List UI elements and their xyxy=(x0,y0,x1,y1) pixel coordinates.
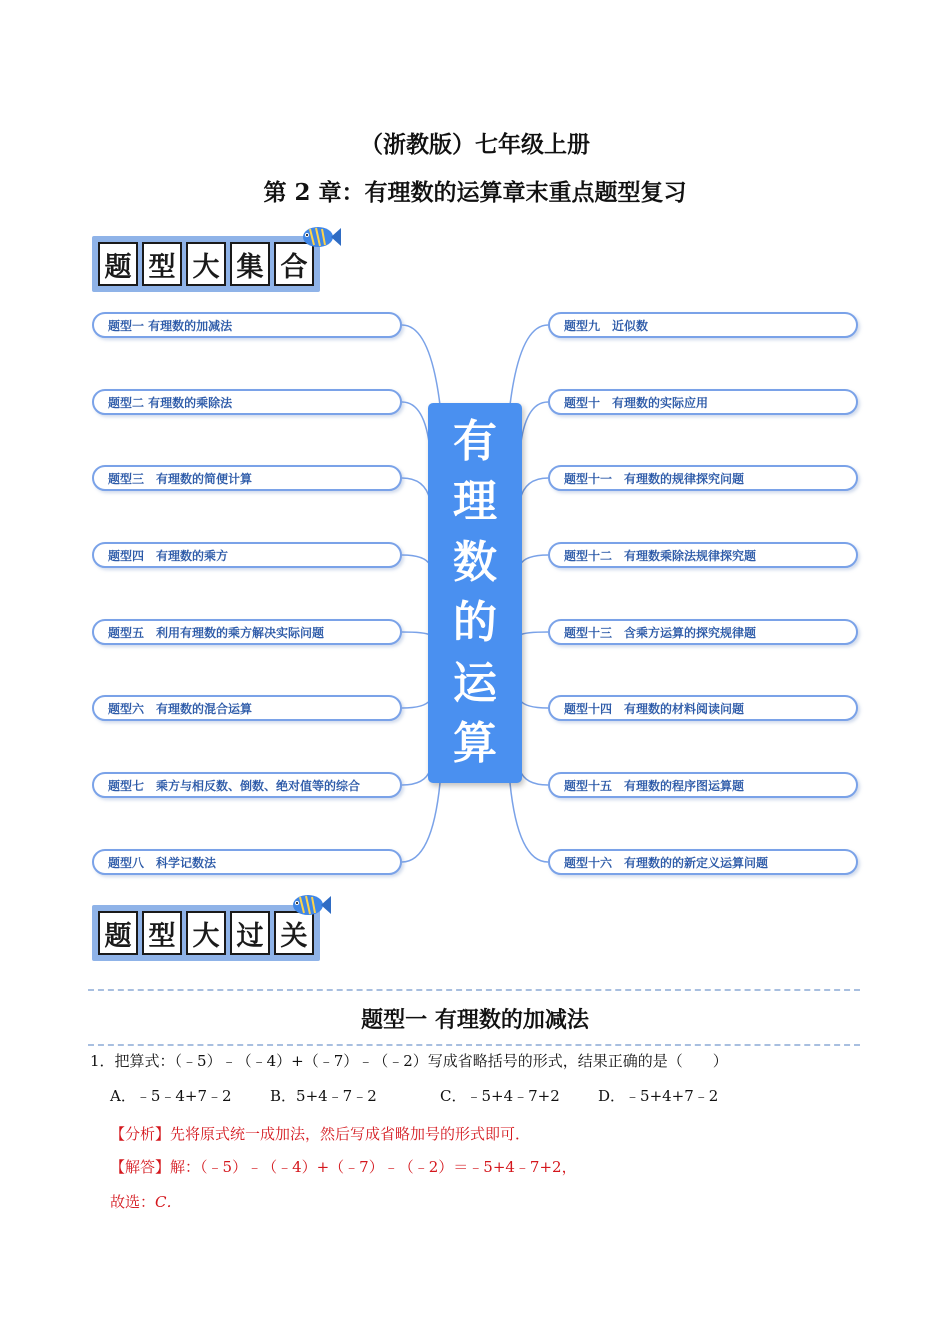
divider xyxy=(88,1044,860,1046)
banner-char: 题 xyxy=(98,242,138,286)
option-a: A．﹣5﹣4+7﹣2 xyxy=(110,1087,232,1105)
answer-label: 【解答】 xyxy=(110,1158,171,1176)
answer-prefix: 解： xyxy=(170,1158,201,1176)
banner-topic-collection xyxy=(92,236,320,292)
doc-title-grade: （浙教版）七年级上册 xyxy=(360,131,590,158)
banner-char: 题 xyxy=(98,911,138,955)
center-char: 理 xyxy=(453,476,497,528)
choice-prefix: 故选： xyxy=(110,1193,156,1211)
banner-char: 过 xyxy=(230,911,270,955)
fish-icon xyxy=(298,220,342,254)
topic-pill-1: 题型一 有理数的加减法 xyxy=(92,312,402,338)
analysis-line xyxy=(110,1125,530,1143)
option-c: C．﹣5+4﹣7+2 xyxy=(440,1087,560,1105)
option-b: B．5+4﹣7﹣2 xyxy=(270,1087,377,1105)
banner-char: 集 xyxy=(230,242,270,286)
analysis-text: 先将原式统一成加法，然后写成省略加号的形式即可． xyxy=(170,1125,531,1143)
mindmap-center xyxy=(428,403,522,783)
banner-char: 大 xyxy=(186,911,226,955)
topic-pill-16: 题型十六 有理数的的新定义运算问题 xyxy=(548,849,858,875)
center-char: 的 xyxy=(453,597,497,649)
banner-char: 大 xyxy=(186,242,226,286)
doc-title-chapter: 第 2 章：有理数的运算章末重点题型复习 xyxy=(263,179,687,206)
topic-pill-7: 题型七 乘方与相反数、倒数、绝对值等的综合 xyxy=(92,772,402,798)
banner-char: 关 xyxy=(274,911,314,955)
fish-icon xyxy=(288,888,332,922)
center-char: 运 xyxy=(453,657,497,709)
banner-char: 型 xyxy=(142,242,182,286)
center-char: 有 xyxy=(453,415,497,467)
topic-pill-10: 题型十 有理数的实际应用 xyxy=(548,389,858,415)
option-d: D．﹣5+4+7﹣2 xyxy=(598,1087,719,1105)
topic-pill-6: 题型六 有理数的混合运算 xyxy=(92,695,402,721)
divider xyxy=(88,989,860,991)
topic-pill-5: 题型五 利用有理数的乘方解决实际问题 xyxy=(92,619,402,645)
center-char: 算 xyxy=(453,718,497,770)
choice-line xyxy=(110,1193,182,1211)
section-title: 题型一 有理数的加减法 xyxy=(361,1007,589,1033)
question-text: 1．把算式：（﹣5）﹣（﹣4）+（﹣7）﹣（﹣2）写成省略括号的形式，结果正确的是（ ） xyxy=(90,1052,728,1070)
analysis-label: 【分析】 xyxy=(110,1125,171,1143)
banner-char: 合 xyxy=(274,242,314,286)
topic-pill-15: 题型十五 有理数的程序图运算题 xyxy=(548,772,858,798)
topic-pill-2: 题型二 有理数的乘除法 xyxy=(92,389,402,415)
topic-pill-12: 题型十二 有理数乘除法规律探究题 xyxy=(548,542,858,568)
topic-pill-3: 题型三 有理数的简便计算 xyxy=(92,465,402,491)
choice-answer: C． xyxy=(155,1193,182,1211)
topic-pill-13: 题型十三 含乘方运算的探究规律题 xyxy=(548,619,858,645)
answer-text: （﹣5）﹣（﹣4）+（﹣7）﹣（﹣2）＝﹣5+4﹣7+2， xyxy=(200,1158,577,1176)
topic-pill-14: 题型十四 有理数的材料阅读问题 xyxy=(548,695,858,721)
topic-pill-8: 题型八 科学记数法 xyxy=(92,849,402,875)
topic-pill-4: 题型四 有理数的乘方 xyxy=(92,542,402,568)
topic-pill-11: 题型十一 有理数的规律探究问题 xyxy=(548,465,858,491)
banner-char: 型 xyxy=(142,911,182,955)
banner-topic-practice xyxy=(92,905,320,961)
topic-pill-9: 题型九 近似数 xyxy=(548,312,858,338)
center-char: 数 xyxy=(453,536,497,588)
answer-line xyxy=(110,1158,577,1176)
